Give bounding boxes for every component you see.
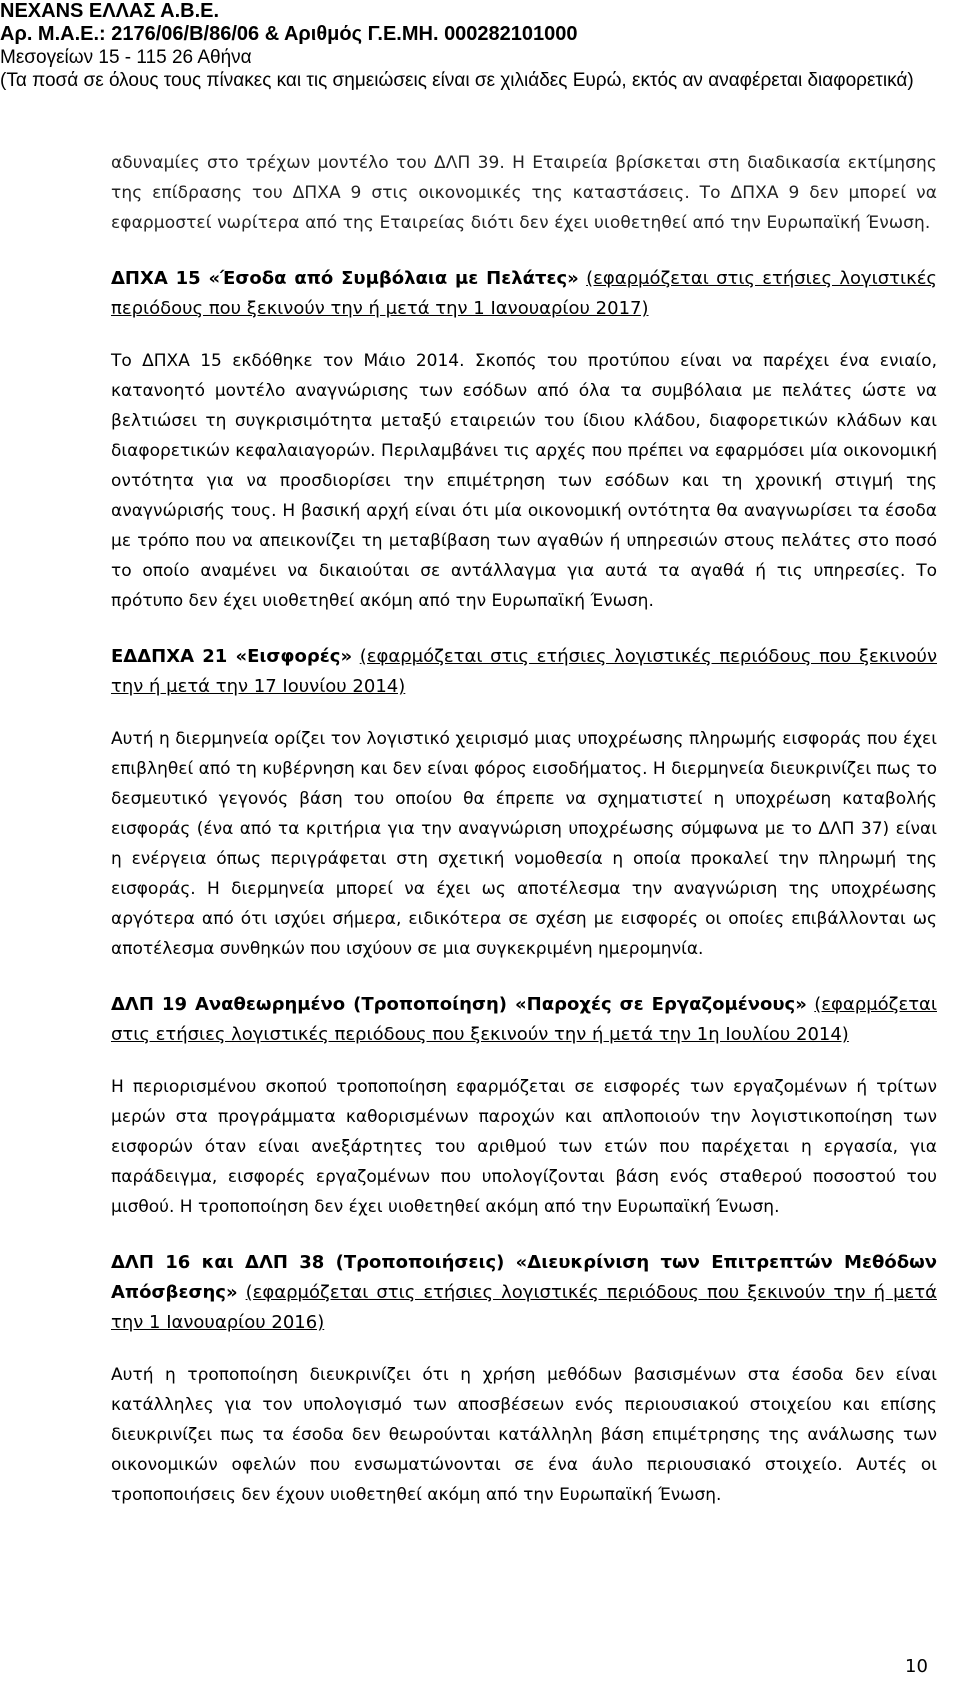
section-effective-date: (εφαρμόζεται στις ετήσιες λογιστικές περιόδους που ξεκινούν την ή μετά την 1 Ιανουαρίου 2017)	[111, 268, 937, 319]
document-header	[0, 0, 960, 92]
registration-number: Αρ. Μ.Α.Ε.: 2176/06/Β/86/06 & Αριθμός Γ.Ε.ΜΗ. 000282101000	[0, 23, 578, 45]
section-title: ΕΔΔΠΧΑ 21 «Εισφορές»	[111, 646, 353, 667]
section-heading	[111, 1248, 937, 1338]
section-title: ΔΠΧΑ 15 «Έσοδα από Συμβόλαια με Πελάτες»	[111, 268, 579, 289]
company-address: Μεσογείων 15 - 115 26 Αθήνα	[0, 47, 252, 68]
company-name: ΝΕΧΑΝS ΕΛΛΑΣ Α.Β.Ε.	[0, 0, 220, 22]
amounts-note: (Τα ποσά σε όλους τους πίνακες και τις σημειώσεις είναι σε χιλιάδες Ευρώ, εκτός αν αναφέρεται διαφορετικά)	[0, 70, 914, 91]
section-body: Αυτή η διερμηνεία ορίζει τον λογιστικό χειρισμό μιας υποχρέωσης πληρωμής εισφοράς που έχει επιβληθεί από τη κυβέρνηση και δεν είναι φόρος εισοδήματος. Η διερμηνεία διευκρινίζει πως το δεσμευτικό γεγονός βάση του οποίου θα έπρεπε να σχηματιστεί η υποχρέωση καταβολής εισφοράς (ένα από τα κριτήρια για την αναγνώριση υποχρέωσης σύμφωνα με το ΔΛΠ 37) είναι η ενέργεια όπως περιγράφεται στη σχετική νομοθεσία η οποία προκαλεί την πληρωμή της εισφοράς. Η διερμηνεία μπορεί να έχει ως αποτέλεσμα την αναγνώριση της υποχρέωσης αργότερα από ότι ισχύει σήμερα, ειδικότερα σε σχέση με εισφορές οι οποίες επιβάλλονται ως αποτέλεσμα συνθηκών που ισχύουν σε μια συγκεκριμένη ημερομηνία.	[111, 729, 937, 959]
section-ifric21	[111, 642, 937, 964]
section-heading	[111, 990, 937, 1050]
section-effective-date: (εφαρμόζεται στις ετήσιες λογιστικές περιόδους που ξεκινούν την ή μετά την 17 Ιουνίου 2014)	[111, 646, 937, 697]
section-ias19	[111, 990, 937, 1222]
section-ifrs15	[111, 264, 937, 616]
document-body	[111, 148, 937, 1510]
section-body: Το ΔΠΧΑ 15 εκδόθηκε τον Μάιο 2014. Σκοπός του προτύπου είναι να παρέχει ένα ενιαίο, κατανοητό μοντέλο αναγνώρισης των εσόδων από όλα τα συμβόλαια με πελάτες ώστε να βελτιώσει τη συγκρισιμότητα μεταξύ εταιρειών του ίδιου κλάδου, διαφορετικών κλάδων και διαφορετικών κεφαλαιαγορών. Περιλαμβάνει τις αρχές που πρέπει να εφαρμόσει μία οικονομική οντότητα για να προσδιορίσει την επιμέτρηση των εσόδων και τη χρονική στιγμή της αναγνώρισής τους. Η βασική αρχή είναι ότι μία οικονομική οντότητα θα αναγνωρίσει τα έσοδα με τρόπο που να απεικονίζει τη μεταβίβαση των αγαθών ή υπηρεσιών στους πελάτες στο ποσό το οποίο αναμένει να δικαιούται σε αντάλλαγμα για αυτά τα αγαθά ή τις υπηρεσίες. Το πρότυπο δεν έχει υιοθετηθεί ακόμη από την Ευρωπαϊκή Ένωση.	[111, 351, 937, 611]
section-heading	[111, 642, 937, 702]
section-title: ΔΛΠ 19 Αναθεωρημένο (Τροποποίηση) «Παροχές σε Εργαζομένους»	[111, 994, 807, 1015]
section-effective-date: (εφαρμόζεται στις ετήσιες λογιστικές περιόδους που ξεκινούν την ή μετά την 1η Ιουλίου 2014)	[111, 994, 937, 1045]
section-body: Αυτή η τροποποίηση διευκρινίζει ότι η χρήση μεθόδων βασισμένων στα έσοδα δεν είναι κατάλληλες για τον υπολογισμό των αποσβέσεων ενός περιουσιακού στοιχείου και επίσης διευκρινίζει πως τα έσοδα δεν θεωρούνται κατάλληλη βάση επιμέτρησης της ανάλωσης των οικονομικών οφελών που ενσωματώνονται σε ένα άυλο περιουσιακό στοιχείο. Αυτές οι τροποποιήσεις δεν έχουν υιοθετηθεί ακόμη από την Ευρωπαϊκή Ένωση.	[111, 1365, 937, 1505]
section-ias16-ias38	[111, 1248, 937, 1510]
intro-paragraph: αδυναμίες στο τρέχων μοντέλο του ΔΛΠ 39. Η Εταιρεία βρίσκεται στη διαδικασία εκτίμησης της επίδρασης του ΔΠΧΑ 9 στις οικονομικές της καταστάσεις. Το ΔΠΧΑ 9 δεν μπορεί να εφαρμοστεί νωρίτερα από της Εταιρείας διότι δεν έχει υιοθετηθεί από την Ευρωπαϊκή Ένωση.	[111, 153, 937, 233]
section-heading	[111, 264, 937, 324]
section-body: Η περιορισμένου σκοπού τροποποίηση εφαρμόζεται σε εισφορές των εργαζομένων ή τρίτων μερών στα προγράμματα καθορισμένων παροχών και απλοποιούν την λογιστικοποίηση των εισφορών όταν είναι ανεξάρτητες του αριθμού των ετών που παρέχεται η εργασία, για παράδειγμα, εισφορές εργαζομένων που υπολογίζονται βάση ενός σταθερού ποσοστού του μισθού. Η τροποποίηση δεν έχει υιοθετηθεί ακόμη από την Ευρωπαϊκή Ένωση.	[111, 1077, 937, 1217]
section-title: ΔΛΠ 16 και ΔΛΠ 38 (Τροποποιήσεις) «Διευκρίνιση των Επιτρεπτών Μεθόδων Απόσβεσης»	[111, 1252, 937, 1303]
page-number: 10	[905, 1656, 928, 1677]
section-effective-date: (εφαρμόζεται στις ετήσιες λογιστικές περιόδους που ξεκινούν την ή μετά την 1 Ιανουαρίου 2016)	[111, 1282, 937, 1333]
